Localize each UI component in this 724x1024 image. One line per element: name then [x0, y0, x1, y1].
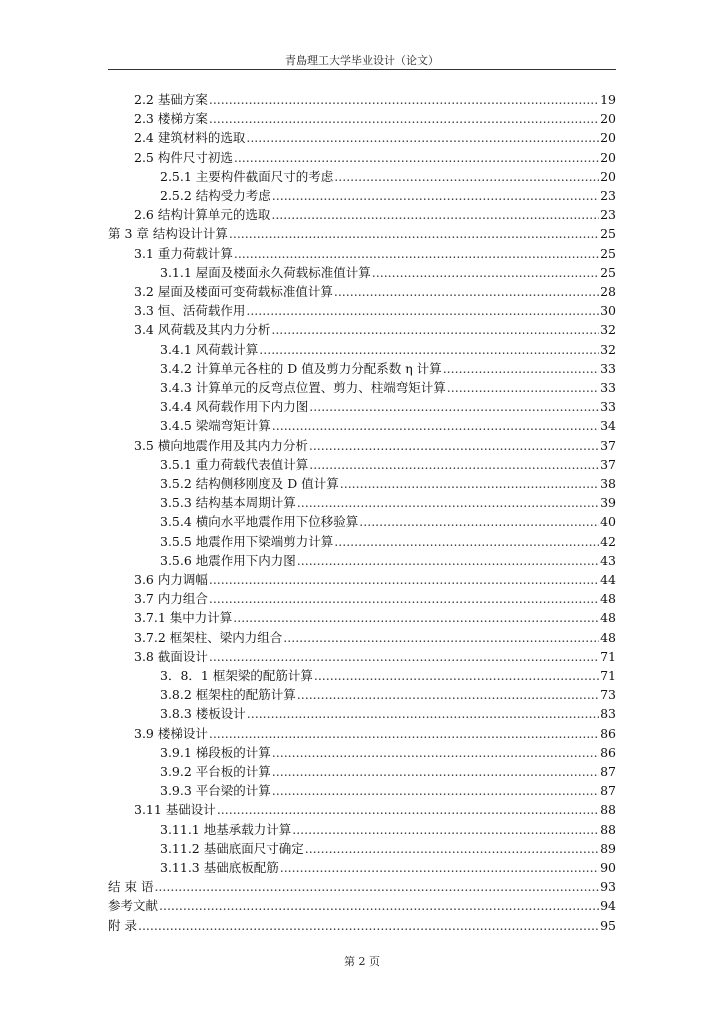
toc-dot-leader: [314, 666, 599, 685]
toc-dot-leader: [272, 781, 599, 800]
toc-dot-leader: [271, 320, 599, 339]
toc-entry[interactable]: [160, 493, 616, 512]
toc-entry-page: 28: [600, 284, 616, 299]
toc-entry-label: 3.9.2 平台板的计算: [160, 764, 271, 779]
toc-entry-page: 23: [600, 207, 616, 223]
toc-entry-page: 48: [600, 591, 616, 607]
toc-dot-leader: [209, 109, 599, 128]
toc-entry[interactable]: [108, 916, 616, 935]
toc-entry-page: 19: [600, 92, 616, 107]
toc-entry-label: 3.5.4 横向水平地震作用下位移验算: [160, 514, 359, 530]
toc-entry[interactable]: [160, 167, 616, 186]
toc-entry[interactable]: [134, 90, 616, 109]
toc-entry[interactable]: [108, 224, 616, 243]
toc-entry-page: 87: [600, 783, 616, 799]
toc-entry-label: 3.9.3 平台梁的计算: [160, 783, 271, 799]
toc-entry-label: 3.7 内力组合: [134, 591, 208, 607]
toc-dot-leader: [309, 397, 599, 416]
toc-entry-label: 3.4 风荷载及其内力分析: [134, 322, 271, 338]
toc-entry-page: 71: [600, 648, 616, 664]
toc-entry[interactable]: [134, 301, 616, 320]
toc-entry-label: 3.4.1 风荷载计算: [160, 341, 259, 357]
toc-entry-label: 参考文献: [108, 898, 159, 914]
toc-dot-leader: [209, 724, 599, 743]
toc-entry-label: 3.4.2 计算单元各柱的 D 值及剪力分配系数 η 计算: [160, 360, 442, 376]
toc-entry-label: 2.5.1 主要构件截面尺寸的考虑: [160, 168, 334, 184]
toc-entry[interactable]: [160, 512, 616, 531]
toc-entry-label: 3.8.3 楼板设计: [160, 706, 246, 722]
toc-entry-page: 20: [600, 111, 616, 127]
toc-entry-label: 3.4.4 风荷载作用下内力图: [160, 399, 309, 415]
toc-dot-leader: [334, 532, 599, 551]
toc-dot-leader: [283, 628, 599, 647]
toc-dot-leader: [209, 90, 599, 109]
toc-entry[interactable]: [134, 436, 616, 455]
toc-entry-page: 44: [600, 572, 616, 587]
toc-entry-page: 37: [600, 437, 616, 453]
toc-entry-page: 88: [600, 802, 616, 818]
toc-entry-label: 3.5.1 重力荷载代表值计算: [160, 456, 309, 472]
toc-dot-leader: [280, 858, 599, 877]
toc-entry-label: 3.9 楼梯设计: [134, 725, 208, 741]
toc-entry[interactable]: [160, 820, 616, 839]
toc-entry[interactable]: [160, 340, 616, 359]
toc-entry-label: 3.7.2 框架柱、梁内力组合: [134, 629, 283, 645]
toc-entry-page: 48: [600, 610, 616, 626]
toc-entry-label: 3.8 截面设计: [134, 648, 208, 664]
toc-entry[interactable]: [134, 570, 616, 589]
toc-entry-page: 20: [600, 168, 616, 184]
toc-entry[interactable]: [160, 551, 616, 570]
toc-entry[interactable]: [160, 532, 616, 551]
toc-dot-leader: [309, 436, 599, 455]
page-number: 第 2 页: [344, 955, 380, 968]
toc-entry-label: 2.6 结构计算单元的选取: [134, 207, 271, 223]
toc-dot-leader: [272, 743, 599, 762]
toc-entry[interactable]: [134, 800, 616, 819]
toc-entry[interactable]: [134, 244, 616, 263]
toc-entry-label: 3.7.1 集中力计算: [134, 610, 233, 626]
toc-entry-page: 39: [600, 495, 616, 511]
toc-entry[interactable]: [134, 647, 616, 666]
toc-entry[interactable]: [134, 628, 616, 647]
toc-entry[interactable]: [160, 416, 616, 435]
toc-dot-leader: [334, 167, 599, 186]
toc-entry-page: 90: [600, 860, 616, 875]
toc-entry-page: 37: [600, 456, 616, 472]
toc-dot-leader: [217, 800, 599, 819]
toc-entry[interactable]: [160, 378, 616, 397]
toc-entry-page: 38: [600, 476, 616, 491]
toc-entry[interactable]: [160, 762, 616, 781]
toc-dot-leader: [246, 301, 599, 320]
toc-dot-leader: [233, 608, 599, 627]
toc-entry-label: 3.4.5 梁端弯矩计算: [160, 418, 271, 434]
toc-entry-page: 20: [600, 149, 616, 165]
toc-entry-page: 43: [600, 552, 616, 568]
toc-dot-leader: [247, 704, 599, 723]
toc-entry[interactable]: [134, 320, 616, 339]
toc-entry[interactable]: [160, 359, 616, 378]
toc-entry[interactable]: [160, 839, 616, 858]
toc-entry-label: 结 束 语: [108, 879, 154, 895]
toc-entry[interactable]: [134, 724, 616, 743]
toc-entry-page: 83: [600, 706, 616, 722]
toc-dot-leader: [234, 148, 599, 167]
toc-entry-label: 3.6 内力调幅: [134, 572, 208, 587]
toc-entry-page: 94: [600, 898, 616, 914]
toc-entry-label: 3.5 横向地震作用及其内力分析: [134, 437, 308, 453]
toc-entry-page: 40: [600, 514, 616, 530]
toc-entry[interactable]: [160, 743, 616, 762]
toc-dot-leader: [340, 474, 599, 493]
toc-entry-page: 30: [600, 303, 616, 319]
toc-dot-leader: [292, 820, 599, 839]
toc-dot-leader: [259, 340, 599, 359]
toc-entry[interactable]: [108, 877, 616, 896]
toc-entry-label: 2.5 构件尺寸初选: [134, 149, 233, 165]
toc-entry-page: 48: [600, 629, 616, 645]
toc-entry[interactable]: [160, 474, 616, 493]
toc-entry-label: 第 3 章 结构设计计算: [108, 226, 228, 242]
toc-entry-label: 3.1.1 屋面及楼面永久荷载标准值计算: [160, 264, 371, 280]
header-rule: [108, 69, 616, 70]
toc-entry[interactable]: [160, 263, 616, 282]
toc-entry[interactable]: [134, 148, 616, 167]
toc-entry-label: 3．8．1 框架梁的配筋计算: [160, 668, 313, 683]
toc-entry-page: 73: [600, 687, 616, 703]
toc-dot-leader: [447, 378, 599, 397]
toc-dot-leader: [309, 455, 599, 474]
toc-entry-page: 33: [600, 399, 616, 415]
toc-dot-leader: [246, 128, 599, 147]
toc-dot-leader: [334, 282, 599, 301]
toc-entry-label: 3.3 恒、活荷载作用: [134, 303, 246, 319]
toc-entry[interactable]: [134, 608, 616, 627]
toc-entry[interactable]: [160, 858, 616, 877]
toc-entry-label: 3.5.6 地震作用下内力图: [160, 552, 296, 568]
toc-entry[interactable]: [134, 128, 616, 147]
toc-entry-label: 3.4.3 计算单元的反弯点位置、剪力、柱端弯矩计算: [160, 380, 446, 395]
toc-entry-page: 89: [600, 840, 616, 856]
toc-entry-page: 32: [600, 322, 616, 338]
toc-entry-label: 3.11.1 地基承载力计算: [160, 821, 292, 837]
toc-entry-label: 3.11.3 基础底板配筋: [160, 860, 279, 875]
toc-entry-page: 86: [600, 744, 616, 760]
toc-entry-page: 86: [600, 725, 616, 741]
toc-entry[interactable]: [160, 781, 616, 800]
toc-dot-leader: [305, 839, 599, 858]
toc-entry-label: 3.11 基础设计: [134, 802, 216, 818]
toc-entry[interactable]: [134, 282, 616, 301]
toc-entry[interactable]: [160, 397, 616, 416]
toc-entry-page: 33: [600, 380, 616, 395]
toc-entry-label: 2.2 基础方案: [134, 92, 208, 107]
toc-entry-label: 3.1 重力荷载计算: [134, 245, 233, 261]
toc-entry-page: 20: [600, 130, 616, 146]
toc-entry[interactable]: [134, 589, 616, 608]
toc-dot-leader: [209, 647, 599, 666]
toc-dot-leader: [271, 205, 599, 224]
toc-entry-label: 2.5.2 结构受力考虑: [160, 188, 271, 203]
toc-dot-leader: [234, 244, 599, 263]
toc-dot-leader: [297, 685, 599, 704]
toc-entry-page: 25: [600, 226, 616, 242]
toc-entry-label: 3.9.1 梯段板的计算: [160, 744, 271, 760]
toc-entry-label: 2.3 楼梯方案: [134, 111, 208, 127]
toc-entry[interactable]: [160, 685, 616, 704]
page-header: 青島理工大学毕业设计（论文）: [285, 54, 439, 67]
toc-dot-leader: [138, 916, 599, 935]
toc-entry-page: 25: [600, 264, 616, 280]
toc-entry-page: 93: [600, 879, 616, 895]
toc-entry[interactable]: [134, 109, 616, 128]
toc-entry[interactable]: [160, 666, 616, 685]
toc-dot-leader: [272, 416, 599, 435]
toc-entry[interactable]: [160, 704, 616, 723]
toc-entry-label: 3.2 屋面及楼面可变荷载标准值计算: [134, 284, 333, 299]
toc-entry-label: 2.4 建筑材料的选取: [134, 130, 246, 146]
toc-entry-page: 95: [600, 917, 616, 933]
toc-dot-leader: [159, 896, 599, 915]
toc-dot-leader: [209, 589, 599, 608]
toc-entry-page: 25: [600, 245, 616, 261]
toc-dot-leader: [372, 263, 599, 282]
toc-entry-page: 88: [600, 821, 616, 837]
toc-entry-page: 42: [600, 533, 616, 549]
toc-entry-label: 3.5.5 地震作用下梁端剪力计算: [160, 533, 334, 549]
toc-entry-page: 33: [600, 360, 616, 376]
toc-entry-label: 3.5.2 结构侧移刚度及 D 值计算: [160, 476, 339, 491]
toc-entry[interactable]: [160, 186, 616, 205]
toc-entry-label: 3.5.3 结构基本周期计算: [160, 495, 296, 511]
toc-dot-leader: [209, 570, 599, 589]
toc-dot-leader: [272, 186, 599, 205]
toc-entry-page: 23: [600, 188, 616, 203]
toc-entry[interactable]: [108, 896, 616, 915]
toc-entry-page: 87: [600, 764, 616, 779]
toc-dot-leader: [297, 493, 599, 512]
toc-entry[interactable]: [160, 455, 616, 474]
toc-entry-label: 3.8.2 框架柱的配筋计算: [160, 687, 296, 703]
toc-dot-leader: [229, 224, 599, 243]
toc-dot-leader: [443, 359, 599, 378]
toc-entry-page: 34: [600, 418, 616, 434]
toc-dot-leader: [297, 551, 599, 570]
toc-entry[interactable]: [134, 205, 616, 224]
toc-entry-label: 3.11.2 基础底面尺寸确定: [160, 840, 304, 856]
toc-entry-page: 32: [600, 341, 616, 357]
toc-dot-leader: [154, 877, 599, 896]
toc-dot-leader: [359, 512, 599, 531]
toc-dot-leader: [272, 762, 599, 781]
toc-entry-label: 附 录: [108, 917, 137, 933]
toc-entry-page: 71: [600, 668, 616, 683]
